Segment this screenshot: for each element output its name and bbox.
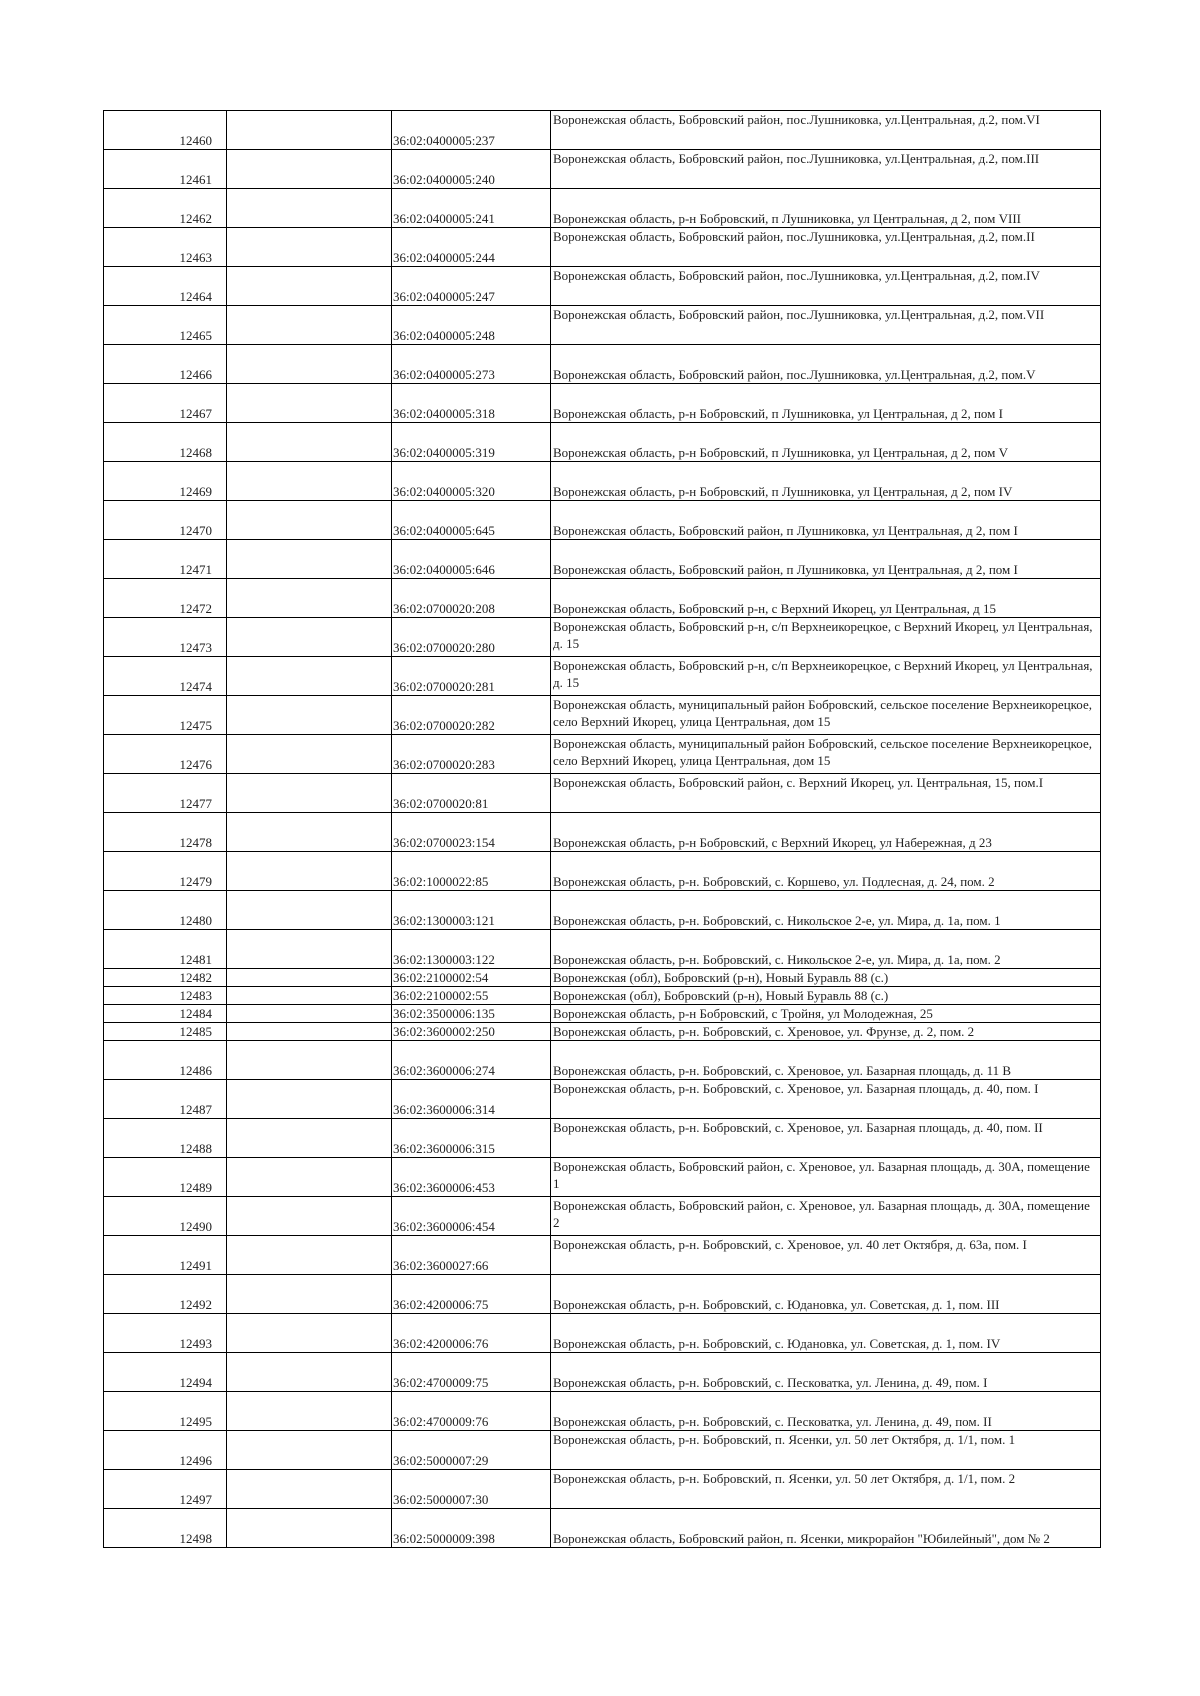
row-number: 12471 xyxy=(104,540,227,579)
cadastral-number: 36:02:0700023:154 xyxy=(392,813,551,852)
row-number: 12466 xyxy=(104,345,227,384)
cadastral-number: 36:02:0400005:240 xyxy=(392,150,551,189)
empty-cell xyxy=(227,987,392,1005)
empty-cell xyxy=(227,111,392,150)
row-number: 12460 xyxy=(104,111,227,150)
table-row xyxy=(104,735,1101,774)
row-number: 12495 xyxy=(104,1392,227,1431)
cadastral-number: 36:02:3600006:454 xyxy=(392,1197,551,1236)
table-row xyxy=(104,657,1101,696)
table-row xyxy=(104,1275,1101,1314)
row-number: 12484 xyxy=(104,1005,227,1023)
table-row xyxy=(104,1431,1101,1470)
address-cell: Воронежская область, р-н. Бобровский, с. Никольское 2-е, ул. Мира, д. 1а, пом. 2 xyxy=(551,930,1101,969)
address-cell: Воронежская область, р-н. Бобровский, с. Хреновое, ул. 40 лет Октября, д. 63а, пом. I xyxy=(551,1236,1101,1275)
row-number: 12481 xyxy=(104,930,227,969)
empty-cell xyxy=(227,696,392,735)
table-row xyxy=(104,579,1101,618)
table-row xyxy=(104,1005,1101,1023)
cadastral-number: 36:02:0400005:646 xyxy=(392,540,551,579)
cadastral-number: 36:02:0400005:320 xyxy=(392,462,551,501)
address-cell: Воронежская область, Бобровский район, с. Хреновое, ул. Базарная площадь, д. 30А, помещение 2 xyxy=(551,1197,1101,1236)
table-row xyxy=(104,501,1101,540)
address-cell: Воронежская область, р-н. Бобровский, с. Юдановка, ул. Советская, д. 1, пом. III xyxy=(551,1275,1101,1314)
address-cell: Воронежская область, р-н. Бобровский, с. Никольское 2-е, ул. Мира, д. 1а, пом. 1 xyxy=(551,891,1101,930)
table-row xyxy=(104,852,1101,891)
empty-cell xyxy=(227,1392,392,1431)
address-cell: Воронежская область, Бобровский район, пос.Лушниковка, ул.Центральная, д.2, пом.II xyxy=(551,228,1101,267)
cadastral-number: 36:02:0400005:319 xyxy=(392,423,551,462)
row-number: 12473 xyxy=(104,618,227,657)
row-number: 12488 xyxy=(104,1119,227,1158)
row-number: 12468 xyxy=(104,423,227,462)
table-row xyxy=(104,423,1101,462)
address-cell: Воронежская область, р-н. Бобровский, п. Ясенки, ул. 50 лет Октября, д. 1/1, пом. 1 xyxy=(551,1431,1101,1470)
registry-table-body xyxy=(104,111,1101,1548)
address-cell: Воронежская область, Бобровский район, с. Хреновое, ул. Базарная площадь, д. 30А, помещение 1 xyxy=(551,1158,1101,1197)
cadastral-number: 36:02:0400005:244 xyxy=(392,228,551,267)
cadastral-number: 36:02:5000007:30 xyxy=(392,1470,551,1509)
row-number: 12480 xyxy=(104,891,227,930)
cadastral-number: 36:02:3600006:453 xyxy=(392,1158,551,1197)
empty-cell xyxy=(227,774,392,813)
empty-cell xyxy=(227,852,392,891)
empty-cell xyxy=(227,423,392,462)
address-cell: Воронежская область, Бобровский район, пос.Лушниковка, ул.Центральная, д.2, пом.III xyxy=(551,150,1101,189)
table-row xyxy=(104,969,1101,987)
row-number: 12467 xyxy=(104,384,227,423)
table-row xyxy=(104,267,1101,306)
empty-cell xyxy=(227,1005,392,1023)
address-cell: Воронежская область, р-н. Бобровский, с. Хреновое, ул. Фрунзе, д. 2, пом. 2 xyxy=(551,1023,1101,1041)
address-cell: Воронежская область, муниципальный район Бобровский, сельское поселение Верхнеикорецкое, село Верхний Икорец, улица Центральная, дом 15 xyxy=(551,735,1101,774)
row-number: 12465 xyxy=(104,306,227,345)
empty-cell xyxy=(227,345,392,384)
cadastral-number: 36:02:3600002:250 xyxy=(392,1023,551,1041)
empty-cell xyxy=(227,1353,392,1392)
row-number: 12474 xyxy=(104,657,227,696)
empty-cell xyxy=(227,930,392,969)
cadastral-number: 36:02:3600006:274 xyxy=(392,1041,551,1080)
row-number: 12491 xyxy=(104,1236,227,1275)
row-number: 12490 xyxy=(104,1197,227,1236)
row-number: 12482 xyxy=(104,969,227,987)
empty-cell xyxy=(227,462,392,501)
address-cell: Воронежская область, Бобровский район, п. Ясенки, микрорайон "Юбилейный", дом № 2 xyxy=(551,1509,1101,1548)
empty-cell xyxy=(227,1236,392,1275)
address-cell: Воронежская область, р-н. Бобровский, п. Ясенки, ул. 50 лет Октября, д. 1/1, пом. 2 xyxy=(551,1470,1101,1509)
table-row xyxy=(104,462,1101,501)
row-number: 12479 xyxy=(104,852,227,891)
empty-cell xyxy=(227,657,392,696)
row-number: 12477 xyxy=(104,774,227,813)
cadastral-number: 36:02:4200006:75 xyxy=(392,1275,551,1314)
empty-cell xyxy=(227,1509,392,1548)
table-row xyxy=(104,345,1101,384)
table-row xyxy=(104,1119,1101,1158)
table-row xyxy=(104,189,1101,228)
address-cell: Воронежская область, Бобровский район, п Лушниковка, ул Центральная, д 2, пом I xyxy=(551,540,1101,579)
address-cell: Воронежская область, р-н. Бобровский, с. Песковатка, ул. Ленина, д. 49, пом. II xyxy=(551,1392,1101,1431)
empty-cell xyxy=(227,267,392,306)
cadastral-number: 36:02:3600006:314 xyxy=(392,1080,551,1119)
empty-cell xyxy=(227,1470,392,1509)
address-cell: Воронежская область, р-н. Бобровский, с. Коршево, ул. Подлесная, д. 24, пом. 2 xyxy=(551,852,1101,891)
address-cell: Воронежская область, р-н. Бобровский, с. Песковатка, ул. Ленина, д. 49, пом. I xyxy=(551,1353,1101,1392)
cadastral-number: 36:02:1300003:122 xyxy=(392,930,551,969)
address-cell: Воронежская область, Бобровский район, пос.Лушниковка, ул.Центральная, д.2, пом.VI xyxy=(551,111,1101,150)
registry-table xyxy=(103,110,1101,1548)
address-cell: Воронежская область, р-н Бобровский, п Лушниковка, ул Центральная, д 2, пом VIII xyxy=(551,189,1101,228)
address-cell: Воронежская область, р-н. Бобровский, с. Юдановка, ул. Советская, д. 1, пом. IV xyxy=(551,1314,1101,1353)
table-row xyxy=(104,1041,1101,1080)
empty-cell xyxy=(227,1119,392,1158)
address-cell: Воронежская область, Бобровский район, пос.Лушниковка, ул.Центральная, д.2, пом.VII xyxy=(551,306,1101,345)
cadastral-number: 36:02:0400005:273 xyxy=(392,345,551,384)
address-cell: Воронежская область, р-н Бобровский, с Тройня, ул Молодежная, 25 xyxy=(551,1005,1101,1023)
empty-cell xyxy=(227,1197,392,1236)
row-number: 12464 xyxy=(104,267,227,306)
cadastral-number: 36:02:0400005:248 xyxy=(392,306,551,345)
table-row xyxy=(104,540,1101,579)
cadastral-number: 36:02:4200006:76 xyxy=(392,1314,551,1353)
cadastral-number: 36:02:0700020:283 xyxy=(392,735,551,774)
row-number: 12476 xyxy=(104,735,227,774)
row-number: 12462 xyxy=(104,189,227,228)
address-cell: Воронежская область, р-н. Бобровский, с. Хреновое, ул. Базарная площадь, д. 40, пом. II xyxy=(551,1119,1101,1158)
cadastral-number: 36:02:1300003:121 xyxy=(392,891,551,930)
table-row xyxy=(104,150,1101,189)
row-number: 12461 xyxy=(104,150,227,189)
cadastral-number: 36:02:0700020:282 xyxy=(392,696,551,735)
table-row xyxy=(104,1236,1101,1275)
row-number: 12469 xyxy=(104,462,227,501)
address-cell: Воронежская область, р-н Бобровский, п Лушниковка, ул Центральная, д 2, пом I xyxy=(551,384,1101,423)
table-row xyxy=(104,1470,1101,1509)
row-number: 12494 xyxy=(104,1353,227,1392)
cadastral-number: 36:02:0400005:241 xyxy=(392,189,551,228)
table-row xyxy=(104,987,1101,1005)
cadastral-number: 36:02:0400005:247 xyxy=(392,267,551,306)
address-cell: Воронежская область, Бобровский район, п Лушниковка, ул Центральная, д 2, пом I xyxy=(551,501,1101,540)
empty-cell xyxy=(227,1041,392,1080)
table-row xyxy=(104,111,1101,150)
cadastral-number: 36:02:0700020:81 xyxy=(392,774,551,813)
empty-cell xyxy=(227,969,392,987)
address-cell: Воронежская (обл), Бобровский (р-н), Новый Буравль 88 (с.) xyxy=(551,969,1101,987)
table-row xyxy=(104,1080,1101,1119)
address-cell: Воронежская область, р-н. Бобровский, с. Хреновое, ул. Базарная площадь, д. 11 В xyxy=(551,1041,1101,1080)
address-cell: Воронежская область, Бобровский район, с. Верхний Икорец, ул. Центральная, 15, пом.I xyxy=(551,774,1101,813)
row-number: 12487 xyxy=(104,1080,227,1119)
table-row xyxy=(104,1158,1101,1197)
table-row xyxy=(104,696,1101,735)
empty-cell xyxy=(227,1080,392,1119)
row-number: 12486 xyxy=(104,1041,227,1080)
row-number: 12497 xyxy=(104,1470,227,1509)
cadastral-number: 36:02:2100002:55 xyxy=(392,987,551,1005)
cadastral-number: 36:02:0700020:208 xyxy=(392,579,551,618)
empty-cell xyxy=(227,1023,392,1041)
row-number: 12493 xyxy=(104,1314,227,1353)
row-number: 12496 xyxy=(104,1431,227,1470)
empty-cell xyxy=(227,540,392,579)
table-row xyxy=(104,228,1101,267)
address-cell: Воронежская область, Бобровский р-н, с/п Верхнеикорецкое, с Верхний Икорец, ул Центральная, д. 15 xyxy=(551,618,1101,657)
empty-cell xyxy=(227,501,392,540)
cadastral-number: 36:02:0400005:237 xyxy=(392,111,551,150)
table-row xyxy=(104,1353,1101,1392)
row-number: 12472 xyxy=(104,579,227,618)
empty-cell xyxy=(227,618,392,657)
address-cell: Воронежская (обл), Бобровский (р-н), Новый Буравль 88 (с.) xyxy=(551,987,1101,1005)
table-row xyxy=(104,891,1101,930)
empty-cell xyxy=(227,579,392,618)
cadastral-number: 36:02:0400005:318 xyxy=(392,384,551,423)
address-cell: Воронежская область, Бобровский район, пос.Лушниковка, ул.Центральная, д.2, пом.V xyxy=(551,345,1101,384)
empty-cell xyxy=(227,189,392,228)
row-number: 12485 xyxy=(104,1023,227,1041)
address-cell: Воронежская область, р-н Бобровский, п Лушниковка, ул Центральная, д 2, пом IV xyxy=(551,462,1101,501)
empty-cell xyxy=(227,1431,392,1470)
row-number: 12489 xyxy=(104,1158,227,1197)
address-cell: Воронежская область, Бобровский район, пос.Лушниковка, ул.Центральная, д.2, пом.IV xyxy=(551,267,1101,306)
table-row xyxy=(104,618,1101,657)
empty-cell xyxy=(227,1314,392,1353)
table-row xyxy=(104,813,1101,852)
empty-cell xyxy=(227,306,392,345)
registry-sheet xyxy=(103,110,1101,1548)
address-cell: Воронежская область, р-н Бобровский, п Лушниковка, ул Центральная, д 2, пом V xyxy=(551,423,1101,462)
empty-cell xyxy=(227,228,392,267)
cadastral-number: 36:02:5000007:29 xyxy=(392,1431,551,1470)
cadastral-number: 36:02:3500006:135 xyxy=(392,1005,551,1023)
address-cell: Воронежская область, Бобровский р-н, с Верхний Икорец, ул Центральная, д 15 xyxy=(551,579,1101,618)
address-cell: Воронежская область, р-н Бобровский, с Верхний Икорец, ул Набережная, д 23 xyxy=(551,813,1101,852)
cadastral-number: 36:02:0400005:645 xyxy=(392,501,551,540)
row-number: 12475 xyxy=(104,696,227,735)
address-cell: Воронежская область, муниципальный район Бобровский, сельское поселение Верхнеикорецкое, село Верхний Икорец, улица Центральная, дом 15 xyxy=(551,696,1101,735)
address-cell: Воронежская область, Бобровский р-н, с/п Верхнеикорецкое, с Верхний Икорец, ул Центральная, д. 15 xyxy=(551,657,1101,696)
table-row xyxy=(104,384,1101,423)
cadastral-number: 36:02:4700009:76 xyxy=(392,1392,551,1431)
table-row xyxy=(104,1392,1101,1431)
table-row xyxy=(104,774,1101,813)
row-number: 12492 xyxy=(104,1275,227,1314)
cadastral-number: 36:02:3600027:66 xyxy=(392,1236,551,1275)
cadastral-number: 36:02:1000022:85 xyxy=(392,852,551,891)
row-number: 12470 xyxy=(104,501,227,540)
row-number: 12498 xyxy=(104,1509,227,1548)
table-row xyxy=(104,930,1101,969)
table-row xyxy=(104,1197,1101,1236)
table-row xyxy=(104,1314,1101,1353)
table-row xyxy=(104,306,1101,345)
empty-cell xyxy=(227,813,392,852)
cadastral-number: 36:02:2100002:54 xyxy=(392,969,551,987)
row-number: 12463 xyxy=(104,228,227,267)
empty-cell xyxy=(227,150,392,189)
empty-cell xyxy=(227,1275,392,1314)
row-number: 12483 xyxy=(104,987,227,1005)
cadastral-number: 36:02:5000009:398 xyxy=(392,1509,551,1548)
cadastral-number: 36:02:0700020:280 xyxy=(392,618,551,657)
cadastral-number: 36:02:0700020:281 xyxy=(392,657,551,696)
empty-cell xyxy=(227,384,392,423)
table-row xyxy=(104,1023,1101,1041)
cadastral-number: 36:02:4700009:75 xyxy=(392,1353,551,1392)
address-cell: Воронежская область, р-н. Бобровский, с. Хреновое, ул. Базарная площадь, д. 40, пом. I xyxy=(551,1080,1101,1119)
row-number: 12478 xyxy=(104,813,227,852)
table-row xyxy=(104,1509,1101,1548)
empty-cell xyxy=(227,891,392,930)
empty-cell xyxy=(227,1158,392,1197)
empty-cell xyxy=(227,735,392,774)
cadastral-number: 36:02:3600006:315 xyxy=(392,1119,551,1158)
